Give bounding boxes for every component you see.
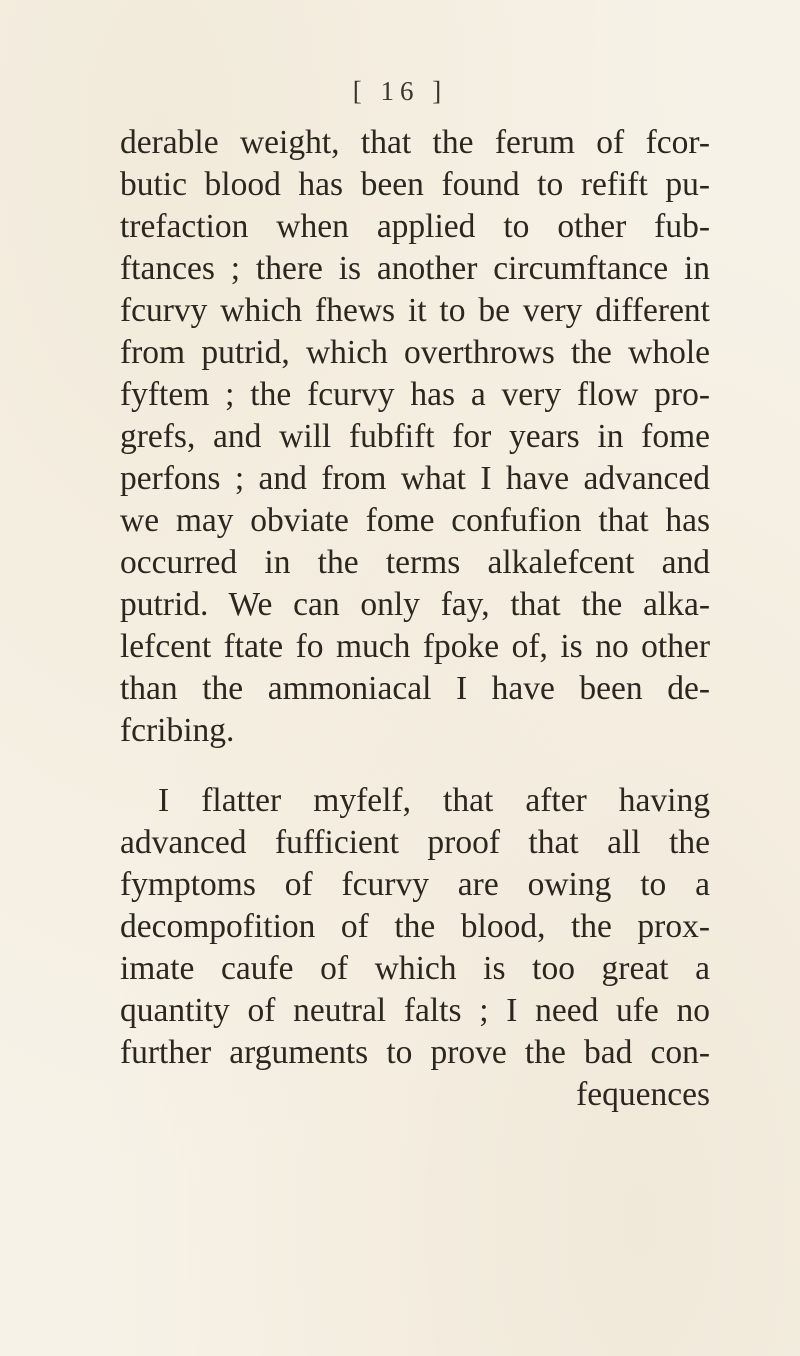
text-line: from putrid, which overthrows the whole (120, 334, 710, 371)
text-line: than the ammoniacal I have been de- (120, 670, 710, 707)
text-line: advanced fufficient proof that all the (120, 824, 710, 861)
text-line: fcurvy which fhews it to be very different (120, 292, 710, 329)
text-line: putrid. We can only fay, that the alka- (120, 586, 710, 623)
text-line: fcribing. (120, 712, 235, 749)
text-line: fyftem ; the fcurvy has a very flow pro- (120, 376, 710, 413)
text-line: trefaction when applied to other fub- (120, 208, 710, 245)
catchword: fequences (576, 1076, 710, 1113)
text-line: occurred in the terms alkalefcent and (120, 544, 710, 581)
text-line: we may obviate fome confufion that has (120, 502, 710, 539)
text-line: further arguments to prove the bad con- (120, 1034, 710, 1071)
text-line: imate caufe of which is too great a (120, 950, 710, 987)
text-line: fymptoms of fcurvy are owing to a (120, 866, 710, 903)
text-line: grefs, and will fubfift for years in fome (120, 418, 710, 455)
text-line: perfons ; and from what I have advanced (120, 460, 710, 497)
text-line: ftances ; there is another circumftance in (120, 250, 710, 287)
text-line: butic blood has been found to refift pu- (120, 166, 710, 203)
page-number: [ 16 ] (352, 76, 448, 106)
text-line: lefcent ftate fo much fpoke of, is no other (120, 628, 710, 665)
text-line: decompofition of the blood, the prox- (120, 908, 710, 945)
text-line: quantity of neutral falts ; I need ufe no (120, 992, 710, 1029)
text-line: derable weight, that the ferum of fcor- (120, 124, 710, 161)
text-line: I flatter myfelf, that after having (158, 782, 710, 819)
